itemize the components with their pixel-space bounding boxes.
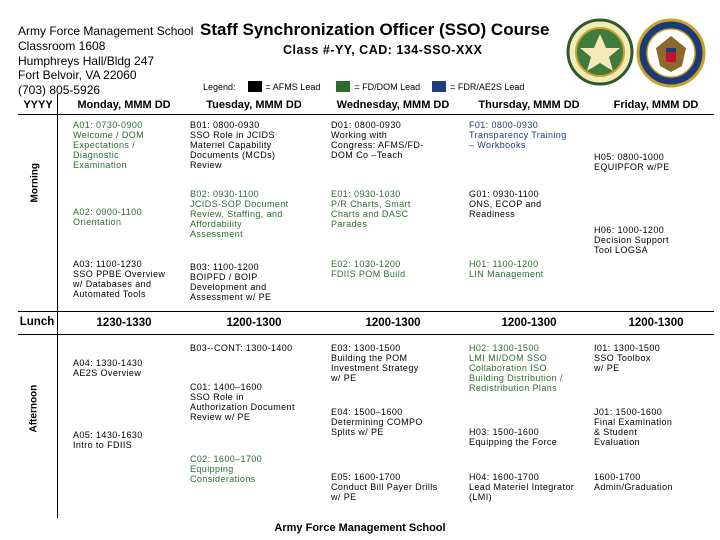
session-admin-graduation: 1600-1700 Admin/Graduation [594, 472, 673, 492]
army-seal-icon [636, 18, 706, 88]
afternoon-label: Afternoon [28, 384, 40, 433]
session-b03-continued: B03--CONT: 1300-1400 [190, 343, 293, 353]
session-a01: A01: 0730-0900 Welcome / DOM Expectations / Diagnostic Examination [73, 120, 145, 170]
label-column-line [57, 94, 58, 518]
session-d01: D01: 0800-0930 Working with Congress: AFMS/FD- DOM Co –Teach [331, 120, 424, 160]
legend-fdr: = FDR/AE2S Lead [450, 81, 525, 92]
lunch-time-tuesday: 1200-1300 [226, 317, 282, 329]
day-header-wednesday: Wednesday, MMM DD [336, 99, 450, 111]
session-b01: B01: 0800-0930 SSO Role in JCIDS Materiel Capability Documents (MCDs) Review [190, 120, 276, 170]
legend-label: Legend: [203, 81, 236, 92]
legend-swatch-fdr [432, 81, 446, 92]
legend-fd: = FD/DOM Lead [354, 81, 421, 92]
legend-swatch-fd [336, 81, 350, 92]
lunch-row-bottom-line [18, 334, 714, 335]
lunch-row-top-line [18, 311, 714, 312]
day-header-friday: Friday, MMM DD [613, 99, 699, 111]
session-c02: C02: 1600–1700 Equipping Considerations [190, 454, 263, 484]
session-a03: A03: 1100-1230 SSO PPBE Overview w/ Databases and Automated Tools [73, 259, 166, 299]
session-e04: E04: 1500–1600 Determining COMPO Splits w/ PE [331, 407, 423, 437]
phone: (703) 805-5926 [18, 83, 101, 97]
header-row-bottom-line [18, 114, 714, 115]
lunch-time-wednesday: 1200-1300 [365, 317, 421, 329]
session-e05: E05: 1600-1700 Conduct Bill Payer Drills w/ PE [331, 472, 438, 502]
course-title: Staff Synchronization Officer (SSO) Course [200, 20, 550, 39]
session-a05: A05: 1430-1630 Intro to FDIIS [73, 430, 143, 450]
day-header-tuesday: Tuesday, MMM DD [206, 99, 302, 111]
session-h04: H04: 1600-1700 Lead Materiel Integrator (LMI) [469, 472, 575, 502]
session-b03: B03: 1100-1200 BOIPFD / BOIP Development and Assessment w/ PE [190, 262, 272, 302]
lunch-time-monday: 1230-1330 [96, 317, 152, 329]
day-header-thursday: Thursday, MMM DD [478, 99, 580, 111]
address-line-1: Classroom 1608 [18, 39, 106, 53]
session-h02: H02: 1300-1500 LMI MI/DOM SSO Collaboration ISO Building Distribution / Redistribution Plans [469, 343, 563, 393]
session-h03: H03: 1500-1600 Equipping the Force [469, 427, 558, 447]
session-j01: J01: 1500-1600 Final Examination & Student Evaluation [594, 407, 673, 447]
address-line-2: Humphreys Hall/Bldg 247 [18, 54, 155, 68]
session-f01: F01: 0800-0930 Transparency Training – Workbooks [469, 120, 567, 150]
class-line: Class #-YY, CAD: 134-SSO-XXX [283, 43, 483, 57]
day-header-monday: Monday, MMM DD [77, 99, 171, 111]
session-b02: B02: 0930-1100 JCIDS-SOP Document Review, Staffing, and Affordability Assessment [190, 189, 289, 239]
session-g01: G01: 0930-1100 ONS, ECOP and Readiness [469, 189, 542, 219]
session-i01: I01: 1300-1500 SSO Toolbox w/ PE [594, 343, 661, 373]
session-e01: E01: 0930-1030 P/R Charts, Smart Charts and DASC Parades [331, 189, 411, 229]
legend-swatch-afms [248, 81, 262, 92]
lunch-time-friday: 1200-1300 [628, 317, 684, 329]
force-management-seal-icon [566, 18, 634, 86]
lunch-label: Lunch [19, 316, 55, 328]
session-e02: E02: 1030-1200 FDIIS POM Build [331, 259, 406, 279]
legend-afms: = AFMS Lead [265, 81, 321, 92]
legend [203, 81, 524, 92]
session-c01: C01: 1400–1600 SSO Role in Authorization Document Review w/ PE [190, 382, 295, 422]
year-cell: YYYY [23, 99, 53, 111]
school-name: Army Force Management School [18, 24, 194, 38]
footer-school-name: Army Force Management School [274, 522, 446, 534]
session-h06: H06: 1000-1200 Decision Support Tool LOGSA [594, 225, 669, 255]
session-h05: H05: 0800-1000 EQUIPFOR w/PE [594, 152, 670, 172]
lunch-time-thursday: 1200-1300 [501, 317, 557, 329]
address-line-3: Fort Belvoir, VA 22060 [18, 68, 137, 82]
session-h01: H01: 1100-1200 LIN Management [469, 259, 544, 279]
session-e03: E03: 1300-1500 Building the POM Investment Strategy w/ PE [331, 343, 419, 383]
session-a04: A04: 1330-1430 AE2S Overview [73, 358, 143, 378]
session-a02: A02: 0900-1100 Orientation [73, 207, 142, 227]
morning-label: Morning [29, 163, 41, 203]
